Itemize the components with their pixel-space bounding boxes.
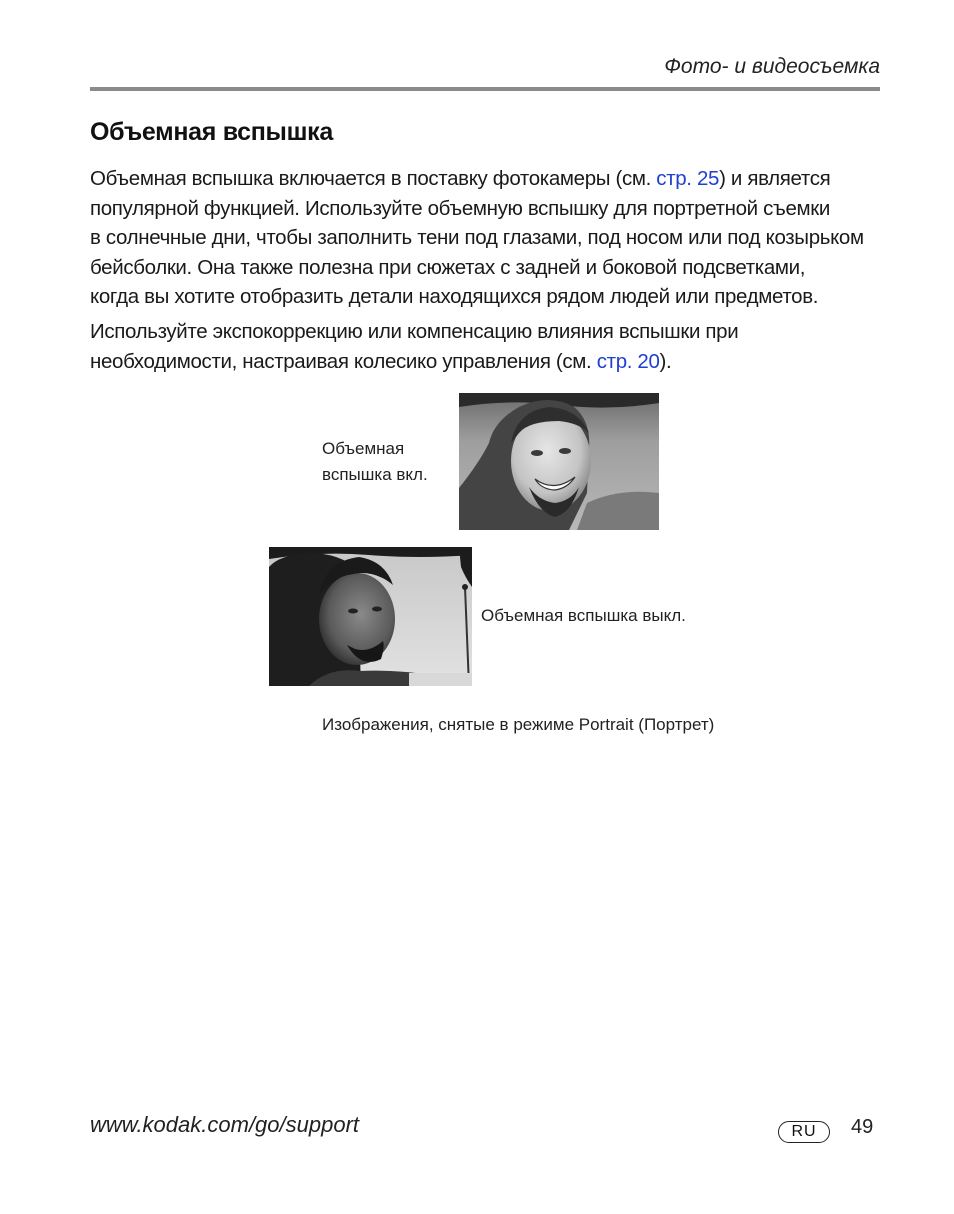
page-20-link[interactable]: стр. 20 bbox=[596, 349, 660, 373]
fill-flash-off-label: Объемная вспышка выкл. bbox=[481, 606, 686, 625]
paragraph-1-line-3: в солнечные дни, чтобы заполнить тени под глазами, под носом или под козырьком bbox=[90, 226, 864, 249]
header-divider bbox=[90, 87, 880, 91]
paragraph-1-line-4: бейсболки. Она также полезна при сюжетах с задней и боковой подсветками, bbox=[90, 255, 806, 279]
paragraph-1-line-5: когда вы хотите отобразить детали находящихся рядом людей или предметов. bbox=[90, 285, 819, 308]
language-badge: RU bbox=[778, 1121, 830, 1143]
fill-flash-on-label-line-1: Объемная bbox=[322, 439, 405, 458]
paragraph-1-line-2: популярной функцией. Используйте объемную вспышку для портретной съемки bbox=[90, 196, 830, 220]
fill-flash-off-photo bbox=[269, 547, 472, 686]
fill-flash-on-photo bbox=[459, 393, 659, 530]
paragraph-1 bbox=[90, 164, 890, 312]
paragraph-1-line-1 bbox=[90, 164, 890, 194]
section-title: Объемная вспышка bbox=[90, 118, 333, 146]
paragraph-2-line-1: Используйте экспокоррекцию или компенсацию влияния вспышки при bbox=[90, 320, 739, 343]
page-number: 49 bbox=[851, 1116, 874, 1138]
text-span: ). bbox=[659, 349, 672, 373]
text-span: Объемная вспышка включается в поставку фотокамеры (см. bbox=[90, 167, 657, 190]
paragraph-2-line-2 bbox=[90, 347, 890, 377]
fill-flash-on-label bbox=[322, 436, 428, 488]
figure-caption: Изображения, снятые в режиме Portrait (Портрет) bbox=[322, 715, 715, 734]
running-header: Фото- и видеосъемка bbox=[664, 55, 880, 78]
text-span: ) и является bbox=[719, 167, 831, 190]
support-url: www.kodak.com/go/support bbox=[90, 1112, 360, 1137]
text-span: необходимости, настраивая колесико управления (см. bbox=[90, 349, 597, 373]
fill-flash-on-label-line-2: вспышка вкл. bbox=[322, 465, 428, 484]
paragraph-2 bbox=[90, 317, 890, 376]
page-25-link[interactable]: стр. 25 bbox=[656, 167, 720, 190]
